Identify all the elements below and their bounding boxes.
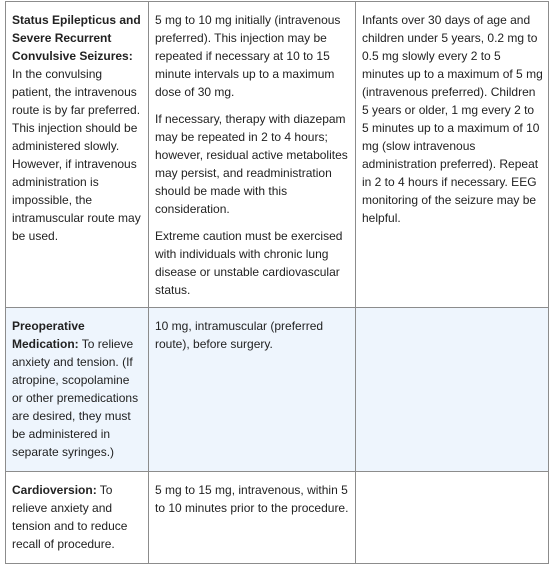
adult-dose-cell: [149, 472, 356, 564]
adult-dose-paragraph: If necessary, therapy with diazepam may be repeated in 2 to 4 hours; however, residual active metabolites may persist, and readministration should be made with this consideration.: [155, 112, 348, 216]
indication-cell: [6, 472, 149, 564]
table-row-preoperative: [6, 308, 549, 472]
indication-cell: [6, 308, 149, 472]
pediatric-dose-cell: [356, 308, 549, 472]
table-row-cardioversion: [6, 472, 549, 564]
adult-dose-cell: [149, 2, 356, 308]
indication-description: In the convulsing patient, the intravenous route is by far preferred. This injection should be administered slowly. However, if intravenous administration is impossible, the intramuscular route may be used.: [12, 67, 141, 243]
pediatric-dose-cell: [356, 2, 549, 308]
pediatric-dose-cell: [356, 472, 549, 564]
indication-title: Status Epilepticus and Severe Recurrent Convulsive Seizures:: [12, 13, 141, 63]
table-row-status-epilepticus: [6, 2, 549, 308]
adult-dose-paragraph: 5 mg to 10 mg initially (intravenous preferred). This injection may be repeated if necessary at 10 to 15 minute intervals up to a maximum dose of 30 mg.: [155, 13, 341, 99]
indication-title: Preoperative Medication:: [12, 319, 85, 351]
indication-description: To relieve anxiety and tension and to reduce recall of procedure.: [12, 483, 128, 551]
adult-dose-paragraph: Extreme caution must be exercised with individuals with chronic lung disease or unstable cardiovascular status.: [155, 229, 343, 297]
adult-dose-paragraph: 10 mg, intramuscular (preferred route), before surgery.: [155, 319, 324, 351]
pediatric-dose-text: Infants over 30 days of age and children under 5 years, 0.2 mg to 0.5 mg slowly every 2 to 5 minutes up to a maximum of 5 mg (intravenous preferred). Children 5 years or older, 1 mg every 2 to 5 minutes up to a maximum of 10 mg (slow intravenous administration preferred). Repeat in 2 to 4 hours if necessary. EEG monitoring of the seizure may be helpful.: [362, 13, 543, 225]
adult-dose-cell: [149, 308, 356, 472]
dosage-table: [5, 1, 549, 564]
adult-dose-paragraph: 5 mg to 15 mg, intravenous, within 5 to 10 minutes prior to the procedure.: [155, 483, 349, 515]
indication-description: To relieve anxiety and tension. (If atropine, scopolamine or other premedications are desired, they must be administered in separate syringes.): [12, 337, 139, 459]
indication-title: Cardioversion:: [12, 483, 97, 497]
indication-cell: [6, 2, 149, 308]
